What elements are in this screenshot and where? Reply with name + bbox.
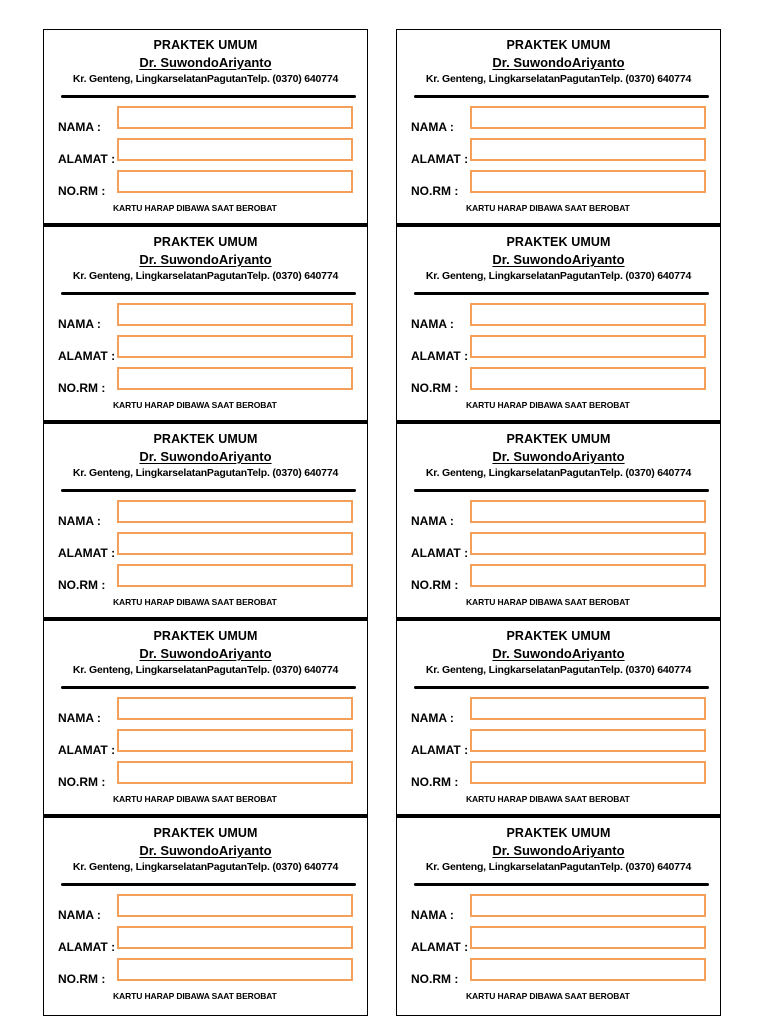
no-rm-field[interactable]: [470, 958, 706, 981]
alamat-field[interactable]: [117, 729, 353, 752]
card-note: KARTU HARAP DIBAWA SAAT BEROBAT: [113, 794, 277, 804]
header-divider: [414, 489, 709, 492]
card-column-left: [43, 29, 368, 1016]
nama-label: NAMA :: [411, 908, 454, 922]
patient-card: [44, 30, 367, 227]
nama-field[interactable]: [470, 303, 706, 326]
no-rm-label: NO.RM :: [411, 775, 459, 789]
no-rm-label: NO.RM :: [411, 972, 459, 986]
header-divider: [414, 686, 709, 689]
no-rm-field[interactable]: [117, 564, 353, 587]
no-rm-label: NO.RM :: [58, 184, 106, 198]
clinic-title: PRAKTEK UMUM: [506, 826, 611, 840]
clinic-address: Kr. Genteng, LingkarselatanPagutanTelp. (0370) 640774: [425, 861, 692, 873]
alamat-label: ALAMAT :: [58, 546, 116, 560]
no-rm-field[interactable]: [117, 761, 353, 784]
patient-card: [44, 818, 367, 1015]
nama-field[interactable]: [117, 697, 353, 720]
card-note: KARTU HARAP DIBAWA SAAT BEROBAT: [113, 991, 277, 1001]
header-divider: [61, 686, 356, 689]
patient-card: [44, 424, 367, 621]
nama-label: NAMA :: [411, 514, 454, 528]
alamat-label: ALAMAT :: [58, 152, 116, 166]
nama-field[interactable]: [117, 894, 353, 917]
nama-label: NAMA :: [58, 120, 101, 134]
alamat-label: ALAMAT :: [411, 546, 469, 560]
nama-field[interactable]: [470, 697, 706, 720]
card-note: KARTU HARAP DIBAWA SAAT BEROBAT: [113, 597, 277, 607]
patient-card: [397, 424, 720, 621]
nama-label: NAMA :: [58, 317, 101, 331]
nama-field[interactable]: [117, 106, 353, 129]
patient-card: [397, 30, 720, 227]
header-divider: [61, 95, 356, 98]
no-rm-label: NO.RM :: [411, 578, 459, 592]
alamat-label: ALAMAT :: [411, 743, 469, 757]
no-rm-field[interactable]: [470, 367, 706, 390]
alamat-label: ALAMAT :: [58, 349, 116, 363]
patient-card: [397, 621, 720, 818]
card-note: KARTU HARAP DIBAWA SAAT BEROBAT: [466, 203, 630, 213]
alamat-field[interactable]: [117, 138, 353, 161]
nama-field[interactable]: [117, 303, 353, 326]
alamat-label: ALAMAT :: [411, 349, 469, 363]
clinic-title: PRAKTEK UMUM: [153, 826, 258, 840]
clinic-title: PRAKTEK UMUM: [153, 432, 258, 446]
nama-field[interactable]: [117, 500, 353, 523]
clinic-title: PRAKTEK UMUM: [506, 38, 611, 52]
clinic-address: Kr. Genteng, LingkarselatanPagutanTelp. (0370) 640774: [72, 467, 339, 479]
no-rm-field[interactable]: [117, 958, 353, 981]
clinic-address: Kr. Genteng, LingkarselatanPagutanTelp. (0370) 640774: [72, 664, 339, 676]
alamat-field[interactable]: [470, 532, 706, 555]
doctor-name: Dr. SuwondoAriyanto: [492, 843, 625, 858]
clinic-title: PRAKTEK UMUM: [153, 235, 258, 249]
patient-card: [44, 621, 367, 818]
alamat-field[interactable]: [470, 335, 706, 358]
doctor-name: Dr. SuwondoAriyanto: [139, 449, 272, 464]
header-divider: [61, 292, 356, 295]
patient-card: [44, 227, 367, 424]
nama-field[interactable]: [470, 106, 706, 129]
doctor-name: Dr. SuwondoAriyanto: [492, 449, 625, 464]
doctor-name: Dr. SuwondoAriyanto: [492, 252, 625, 267]
patient-card: [397, 818, 720, 1015]
alamat-field[interactable]: [470, 926, 706, 949]
header-divider: [414, 95, 709, 98]
alamat-field[interactable]: [117, 532, 353, 555]
no-rm-label: NO.RM :: [411, 381, 459, 395]
doctor-name: Dr. SuwondoAriyanto: [139, 646, 272, 661]
nama-label: NAMA :: [411, 317, 454, 331]
nama-label: NAMA :: [411, 120, 454, 134]
nama-label: NAMA :: [58, 908, 101, 922]
card-note: KARTU HARAP DIBAWA SAAT BEROBAT: [113, 203, 277, 213]
card-column-right: [396, 29, 721, 1016]
doctor-name: Dr. SuwondoAriyanto: [139, 55, 272, 70]
card-note: KARTU HARAP DIBAWA SAAT BEROBAT: [466, 991, 630, 1001]
doctor-name: Dr. SuwondoAriyanto: [139, 843, 272, 858]
clinic-title: PRAKTEK UMUM: [506, 235, 611, 249]
clinic-address: Kr. Genteng, LingkarselatanPagutanTelp. (0370) 640774: [72, 861, 339, 873]
clinic-title: PRAKTEK UMUM: [153, 38, 258, 52]
header-divider: [61, 883, 356, 886]
no-rm-field[interactable]: [117, 170, 353, 193]
no-rm-field[interactable]: [470, 761, 706, 784]
clinic-address: Kr. Genteng, LingkarselatanPagutanTelp. (0370) 640774: [72, 270, 339, 282]
no-rm-label: NO.RM :: [58, 775, 106, 789]
no-rm-label: NO.RM :: [58, 578, 106, 592]
alamat-field[interactable]: [470, 729, 706, 752]
no-rm-field[interactable]: [470, 170, 706, 193]
no-rm-field[interactable]: [470, 564, 706, 587]
header-divider: [414, 292, 709, 295]
nama-label: NAMA :: [58, 711, 101, 725]
clinic-title: PRAKTEK UMUM: [153, 629, 258, 643]
clinic-address: Kr. Genteng, LingkarselatanPagutanTelp. (0370) 640774: [425, 467, 692, 479]
no-rm-label: NO.RM :: [411, 184, 459, 198]
alamat-field[interactable]: [470, 138, 706, 161]
alamat-label: ALAMAT :: [58, 940, 116, 954]
alamat-label: ALAMAT :: [58, 743, 116, 757]
nama-label: NAMA :: [58, 514, 101, 528]
clinic-address: Kr. Genteng, LingkarselatanPagutanTelp. (0370) 640774: [72, 73, 339, 85]
clinic-title: PRAKTEK UMUM: [506, 629, 611, 643]
no-rm-field[interactable]: [117, 367, 353, 390]
card-note: KARTU HARAP DIBAWA SAAT BEROBAT: [466, 597, 630, 607]
card-note: KARTU HARAP DIBAWA SAAT BEROBAT: [466, 400, 630, 410]
nama-field[interactable]: [470, 500, 706, 523]
alamat-field[interactable]: [117, 335, 353, 358]
clinic-title: PRAKTEK UMUM: [506, 432, 611, 446]
doctor-name: Dr. SuwondoAriyanto: [139, 252, 272, 267]
patient-card: [397, 227, 720, 424]
header-divider: [414, 883, 709, 886]
nama-field[interactable]: [470, 894, 706, 917]
clinic-address: Kr. Genteng, LingkarselatanPagutanTelp. (0370) 640774: [425, 270, 692, 282]
card-note: KARTU HARAP DIBAWA SAAT BEROBAT: [466, 794, 630, 804]
clinic-address: Kr. Genteng, LingkarselatanPagutanTelp. (0370) 640774: [425, 664, 692, 676]
alamat-label: ALAMAT :: [411, 940, 469, 954]
alamat-field[interactable]: [117, 926, 353, 949]
no-rm-label: NO.RM :: [58, 381, 106, 395]
doctor-name: Dr. SuwondoAriyanto: [492, 646, 625, 661]
nama-label: NAMA :: [411, 711, 454, 725]
card-note: KARTU HARAP DIBAWA SAAT BEROBAT: [113, 400, 277, 410]
alamat-label: ALAMAT :: [411, 152, 469, 166]
doctor-name: Dr. SuwondoAriyanto: [492, 55, 625, 70]
clinic-address: Kr. Genteng, LingkarselatanPagutanTelp. (0370) 640774: [425, 73, 692, 85]
no-rm-label: NO.RM :: [58, 972, 106, 986]
header-divider: [61, 489, 356, 492]
